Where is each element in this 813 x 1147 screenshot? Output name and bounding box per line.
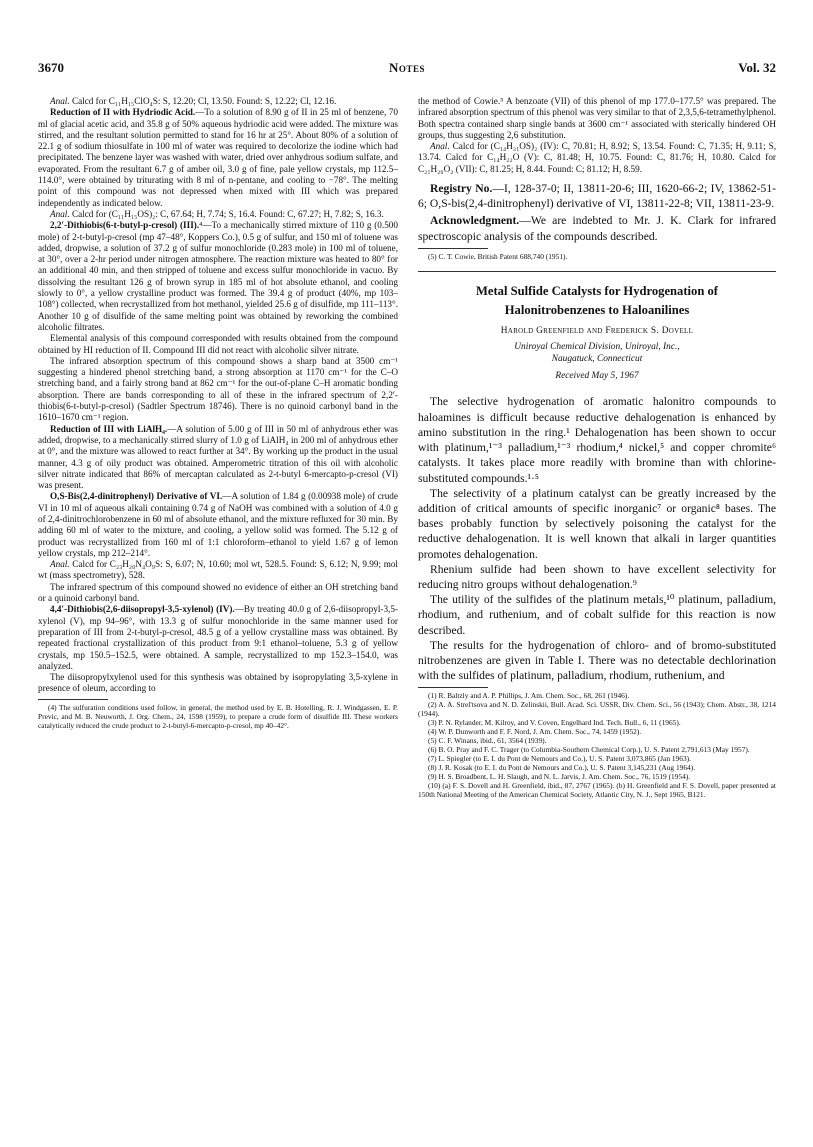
paragraph-text: ⁴—To a mechanically stirred mixture of 110 g (0.500 mole) of 2-t-butyl-p-cresol (mp 47–48°, Koppers Co.), 0.5 g of sulfur, and 150 ml of toluene was added, dropwise, a solution of 37.2 g of sulfur monochloride (0.283 mole) in 100 ml of toluene, at 30°, over a 2-hr period under nitrogen atmosphere. The reaction mixture was heated to 80° for an additional 40 min, and then stripped of toluene and excess sulfur monochloride in vacuo. By dissolving the resultant 126 g of brown syrup in 185 ml of hot absolute ethanol, and cooling slowly to 0°, a yellow crystalline product was formed. The 39.4 g of product (40%, mp 103–108°) collected, when recrystallized from hot methanol, yielded 25.6 g of disulfide, mp 111–113°. Another 10 g of disulfide of the same melting point was obtained by reworking the combined alcoholic filtrates. — [38, 220, 398, 332]
paragraph-text: —To a solution of 8.90 g of II in 25 ml of benzene, 70 ml of glacial acetic acid, and 35.8 g of 50% aqueous hydriodic acid were added. The mixture was stirred, and the resultant solution permitted to stand for 16 hr at 25°. About 80% of a solution of 22.1 g of sodium thiosulfate in 100 ml of water was required to decolorize the iodine which had precipitated. The benzene layer was washed with water, dried over anhydrous sodium sulfate, and evaporated. From the resultant 6.7 g of amber oil, 3.0 g of fine, pale yellow crystals, mp 112.5–114.0°, were obtained by triturating with 8 ml of n-pentane, and cooling to −78°. The melting point of this compound was not depressed when mixed with III which was prepared independently as indicated below. — [38, 107, 398, 208]
paragraph — [38, 96, 398, 107]
article-title-line1: Metal Sulfide Catalysts for Hydrogenation of — [476, 283, 718, 298]
article-affiliation — [418, 341, 776, 365]
acknowledgment-paragraph — [418, 213, 776, 243]
article-paragraph: The results for the hydrogenation of chloro- and of bromo-substituted nitrobenzenes are given in Table I. There was no detectable dechlorination with the sulfides of platinum, palladium, rhodium, ruthenium, and — [418, 638, 776, 683]
footnote: (5) C. F. Winans, ibid., 61, 3564 (1939). — [428, 736, 547, 746]
footnote: (10) (a) F. S. Dovell and H. Greenfield, ibid., 87, 2767 (1965). (b) H. Greenfield and F. S. Dovell, paper presented at 150th National Meeting of the American Chemical Society, Atlantic City, N. J., Sept 1965, B121. — [418, 781, 776, 800]
page-header — [38, 60, 776, 80]
paragraph-text: The infrared absorption spectrum of this compound shows a sharp band at 3500 cm⁻¹ suggesting a hindered phenol stretching band, a strong absorption at 1170 cm⁻¹ for the C–O stretching band, and a fairly strong band at 862 cm⁻¹ for the out-of-plane C–H aromatic bonding absorption. There are bands corresponding to all of these in the infrared spectrum of 2,2′-thiobis(6-t-butyl-p-cresol) (Sadtler Spectrum 18746). There is no quinoid carbonyl band in the 1610–1670 cm⁻¹ region. — [38, 355, 398, 423]
runin-heading: Reduction of III with LiAlH₄. — [50, 423, 168, 434]
footnote: (3) P. N. Rylander, M. Kilroy, and V. Coven, Engelhard Ind. Tech. Bull., 6, 11 (1965). — [428, 718, 681, 728]
right-column — [418, 96, 776, 799]
paragraph — [38, 424, 398, 492]
paragraph-text: Calcd for C₂₃H₂₀N₄O₉S: S, 6.07; N, 10.60; mol wt, 528.5. Found: S, 6.12; N, 9.99; mol wt (mass spectrometry), 528. — [38, 559, 398, 581]
runin-heading: 4,4′-Dithiobis(2,6-diisopropyl-3,5-xylenol) (IV). — [50, 604, 235, 615]
article-footnotes — [418, 691, 776, 799]
article-title — [418, 282, 776, 320]
paragraph-text: —A solution of 1.84 g (0.00938 mole) of crude VI in 10 ml of aqueous alkali containing 0.74 g of NaOH was combined with a solution of 4.0 g of 2,4-dinitrochlorobenzene in 60 ml of absolute ethanol, and the mixture refluxed for 30 min. By adding 60 ml of water to the mixture, and cooling, a yellow solid was formed. The 5.12 g of product was recrystallized from 160 ml of 1:1 chloroform–ethanol to yield 1.67 g of lemon yellow crystals, mp 212–214°. — [38, 491, 398, 558]
article-title-line2: Halonitrobenzenes to Haloanilines — [504, 302, 690, 317]
paragraph-text: Calcd for (C₁₁H₁₅OS)₂: C, 67.64; H, 7.74; S, 16.4. Found: C, 67.27; H, 7.82; S, 16.3. — [69, 208, 384, 219]
footnote: (2) A. A. Strel'tsova and N. D. Zelinskii, Bull. Acad. Sci. USSR, Div. Chem. Sci., 56 (1943); Chem. Abstr., 38, 1214 (1944). — [418, 700, 776, 719]
footnote: (6) B. O. Pray and F. C. Trager (to Columbia-Southern Chemical Corp.), U. S. Patent 2,791,613 (May 1957). — [428, 745, 750, 755]
right-top-paragraphs — [418, 96, 776, 175]
footnote: (9) H. S. Broadbent, L. H. Slaugh, and N. L. Jarvis, J. Am. Chem. Soc., 76, 1519 (1954). — [428, 772, 691, 782]
paragraph — [38, 220, 398, 333]
paragraph — [418, 141, 776, 175]
footnote: (4) The sulfuration conditions used follow, in general, the method used by E. B. Hotelling, R. J. Windgassen, E. P. Previc, and M. B. Neuworth, J. Org. Chem., 24, 1598 (1959), to prepare a crude form of disulfide III. These workers catalytically reduced the crude product to 2-t-butyl-6-mercapto-p-cresol, mp 40–42°. — [38, 702, 398, 730]
paragraph — [38, 107, 398, 209]
paragraph-text: —A solution of 5.00 g of III in 50 ml of anhydrous ether was added, dropwise, to a mechanically stirred slurry of 1.0 g of LiAlH₄ in 200 ml of anhydrous ether at 0°, and the mixture was allowed to react further at 34°. By working up the product in the usual manner, 4.3 g of oily product was obtained. Amperometric titration of this oil with alcoholic silver nitrate indicated that 86% of mercaptan calculated as 2-t-butyl 6-mercapto-p-cresol (VI) was present. — [38, 423, 398, 491]
footnote: (4) W. P. Dunworth and F. F. Nord, J. Am. Chem. Soc., 74, 1459 (1952). — [428, 727, 642, 737]
article-body — [418, 394, 776, 683]
registry-text: —I, 128-37-0; II, 13811-20-6; III, 1620-66-2; IV, 13862-51-6; O,S-bis(2,4-dinitrophenyl) derivative of VI, 13811-22-8; VII, 13811-23-9. — [418, 182, 777, 211]
runin-heading: Reduction of II with Hydriodic Acid. — [50, 107, 196, 118]
acknowledgment-text: —We are indebted to Mr. J. K. Clark for infrared spectroscopic analysis of the compounds described. — [418, 214, 776, 243]
paragraph — [38, 333, 398, 356]
registry-label: Registry No. — [430, 182, 493, 196]
runin-heading: O,S-Bis(2,4-dinitrophenyl) Derivative of VI. — [50, 491, 223, 502]
footnote: (8) J. R. Kosak (to E. I. du Pont de Nemours and Co.), U. S. Patent 3,145,231 (Aug 1964). — [428, 763, 696, 773]
paragraph — [38, 559, 398, 582]
affiliation-line2: Naugatuck, Connecticut — [551, 354, 643, 365]
affiliation-line1: Uniroyal Chemical Division, Uniroyal, Inc., — [514, 342, 680, 353]
section-title: Notes — [389, 60, 425, 75]
article-paragraph: The utility of the sulfides of the platinum metals,¹⁰ platinum, palladium, rhodium, and ruthenium, and of cobalt sulfide for this reaction is now described. — [418, 593, 776, 637]
italic-lead: Anal. — [430, 141, 450, 152]
received-date: Received May 5, 1967 — [555, 371, 639, 382]
paragraph-text: The diisopropylxylenol used for this synthesis was obtained by isopropylating 3,5-xylene in presence of oleum, according to — [38, 672, 398, 694]
footnote-5: (5) C. T. Cowie, British Patent 688,740 (1951). — [428, 251, 568, 261]
italic-lead: Anal. — [50, 96, 70, 106]
footnote-rule-right — [418, 248, 488, 249]
paragraph — [38, 672, 398, 695]
left-paragraphs — [38, 96, 398, 695]
left-footnotes — [38, 703, 398, 730]
italic-lead: Anal. — [50, 559, 70, 570]
paragraph — [38, 356, 398, 424]
left-column — [38, 96, 398, 730]
registry-paragraph — [418, 181, 776, 211]
paragraph — [418, 96, 776, 141]
article-paragraph: The selective hydrogenation of aromatic halonitro compounds to haloamines is difficult because reductive dehalogenation is enhanced by amino substitution in the ring.¹ Dehalogenation has been shown to occur with platinum,¹⁻³ palladium,¹⁻³ rhodium,⁴ nickel,⁵ and copper chromite⁶ catalysts. It takes place more readily with bromine than with chlorine-substituted compounds.¹·⁵ — [418, 395, 776, 485]
article-separator — [418, 271, 776, 272]
paragraph — [38, 604, 398, 672]
page-number: 3670 — [38, 60, 64, 75]
article-paragraph: Rhenium sulfide had been shown to have excellent selectivity for reducing nitro groups without dehalogenation.⁹ — [418, 562, 776, 591]
acknowledgment-label: Acknowledgment. — [430, 214, 520, 228]
paragraph-text: Calcd for (C₁₄H₂₁OS)₂ (IV): C, 70.81; H, 8.92; S, 13.54. Found: C, 71.35; H, 9.11; S, 13.74. Calcd for C₁₄H₂₂O (V): C, 81.48; H, 10.75. Found: C, 81.76; H, 10.80. Calcd for C₂₁H₂₆O₂ (VII): C, 81.25; H, 8.44. Found: C; 81.12; H, 8.59. — [418, 141, 776, 174]
paragraph — [38, 209, 398, 220]
italic-lead: Anal. — [50, 208, 70, 219]
volume-label: Vol. 32 — [738, 60, 776, 75]
paragraph-text: The infrared spectrum of this compound showed no evidence of either an OH stretching band or a quinoid carbonyl band. — [38, 581, 398, 604]
paragraph — [38, 491, 398, 559]
runin-heading: 2,2′-Dithiobis(6-t-butyl-p-cresol) (III). — [50, 220, 200, 231]
footnote: (1) R. Baltzly and A. P. Phillips, J. Am. Chem. Soc., 68, 261 (1946). — [428, 691, 630, 701]
paragraph — [38, 582, 398, 605]
article-authors: Harold Greenfield and Frederick S. Dovell — [500, 325, 694, 336]
paragraph-text: —By treating 40.0 g of 2,6-diisopropyl-3,5-xylenol (V), mp 94–96°, with 13.3 g of sulfur monochloride in the same manner used for preparation of III from 2-t-butyl-p-cresol, 48.5 g of a yellow crystalline mass was obtained. By repeated fractional crystallization of this product from 9:1 ethanol–toluene, 5.3 g of yellow crystals, mp 150.5–152.5, were obtained. A sample, recrystallized to mp 152.3–154.0, was analyzed. — [38, 604, 398, 671]
footnote: (7) L. Spiegler (to E. I. du Pont de Nemours and Co.), U. S. Patent 3,073,865 (Jan 1963). — [428, 754, 691, 764]
footnote-rule — [38, 699, 108, 700]
paragraph-text: Elemental analysis of this compound corresponded with results obtained from the compound obtained by HI reduction of II. Compound III did not react with alcoholic silver nitrate. — [38, 333, 398, 355]
article-paragraph: The selectivity of a platinum catalyst can be greatly increased by the addition of critical amounts of specific inorganic⁷ or organic⁸ bases. The bases probably function by selectively poisoning the catalyst for the reductive dehalogenation. It is well known that alkali in larger quantities promotes dehalogenation. — [418, 486, 776, 561]
paragraph-text: the method of Cowie.⁵ A benzoate (VII) of this phenol of mp 177.0–177.5° was prepared. The infrared absorption spectrum of this phenol was very similar to that of 2,3,5,6-tetramethylphenol. Both spectra contained sharp single bands at 3600 cm⁻¹ associated with sterically hindered OH groups, thus suggesting 2,6 substitution. — [418, 96, 776, 140]
footnote-rule-article — [418, 687, 488, 688]
paragraph-text: Calcd for C₁₁H₁₅ClO₄S: S, 12.20; Cl, 13.50. Found: S, 12.22; Cl, 12.16. — [69, 96, 337, 106]
